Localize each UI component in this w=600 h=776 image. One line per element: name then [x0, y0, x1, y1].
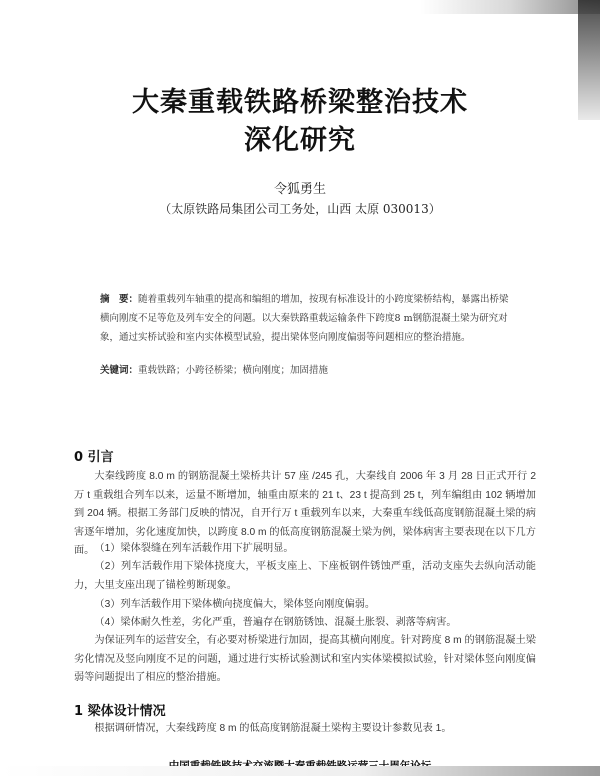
intro-list-item-3: （3）列车活载作用下梁体横向挠度偏大，梁体竖向刚度偏弱。 [94, 599, 376, 610]
intro-paragraph-2: 为保证列车的运营安全，有必要对桥梁进行加固，提高其横向刚度。针对跨度 8 m 的钢筋混凝土梁劣化情况及竖向刚度不足的问题，通过进行实桥试验测试和室内实体梁模拟试验，针对梁体竖向刚度偏弱等问题提出了相应的整治措施。 [74, 635, 536, 683]
intro-list-item-2: （2）列车活载作用下梁体挠度大，平板支座上、下座板钢件锈蚀严重，活动支座失去纵向活动能力，大里支座出现了锚栓剪断现象。 [74, 561, 536, 591]
author-affiliation: （太原铁路局集团公司工务处，山西 太原 030013） [159, 202, 441, 216]
paper-title-line-1: 大秦重载铁路桥梁整治技术 [132, 87, 468, 118]
keywords-label: 关键词： [100, 365, 139, 376]
abstract-text: 随着重载列车轴重的提高和编组的增加，按现有标准设计的小跨度梁桥结构，暴露出桥梁横向刚度不足等危及列车安全的问题。以大秦铁路重载运输条件下跨度8 m钢筋混凝土梁为研究对象，通过实桥试验和室内实体模型试验，提出梁体竖向刚度偏弱等问题相应的整治措施。 [100, 294, 509, 343]
section-heading-beam-design: 1 梁体设计情况 [74, 704, 166, 719]
keywords [100, 362, 518, 376]
scan-edge-top [0, 0, 600, 14]
author-name: 令狐勇生 [273, 182, 326, 197]
paper-title-line-2: 深化研究 [244, 125, 356, 156]
intro-paragraph-1: 大秦线跨度 8.0 m 的钢筋混凝土梁桥共计 57 座 /245 孔，大秦线自 2006 年 3 月 28 日正式开行 2 万 t 重载组合列车以来，运量不断增加，轴重由原来的 21 t、23 t 提高到 25 t，列车编组由 102 辆增加到 204 辆。根据工务部门反映的情况，自开行万 t 重载列车以来，大秦重车线低高度钢筋混凝土梁的病害逐年增加，劣化速度加快，以跨度 8.0 m 的低高度钢筋混凝土梁为例，梁体病害主要表现在以下几方面。 [74, 471, 536, 556]
keywords-text: 重载铁路；小跨径桥梁；横向刚度；加固措施 [138, 365, 329, 376]
intro-list-item-4: （4）梁体耐久性差，劣化严重，普遍存在钢筋锈蚀、混凝土胀裂、剥落等病害。 [94, 617, 457, 628]
scan-edge-bottom [0, 766, 600, 776]
beam-design-paragraph-1: 根据调研情况，大秦线跨度 8 m 的低高度钢筋混凝土梁构主要设计参数见表 1。 [94, 723, 452, 734]
abstract-label: 摘 要： [100, 294, 139, 305]
section-heading-introduction: 0 引言 [74, 450, 114, 465]
abstract [100, 290, 518, 347]
intro-list-item-1: （1）梁体裂缝在列车活载作用下扩展明显。 [94, 543, 294, 554]
